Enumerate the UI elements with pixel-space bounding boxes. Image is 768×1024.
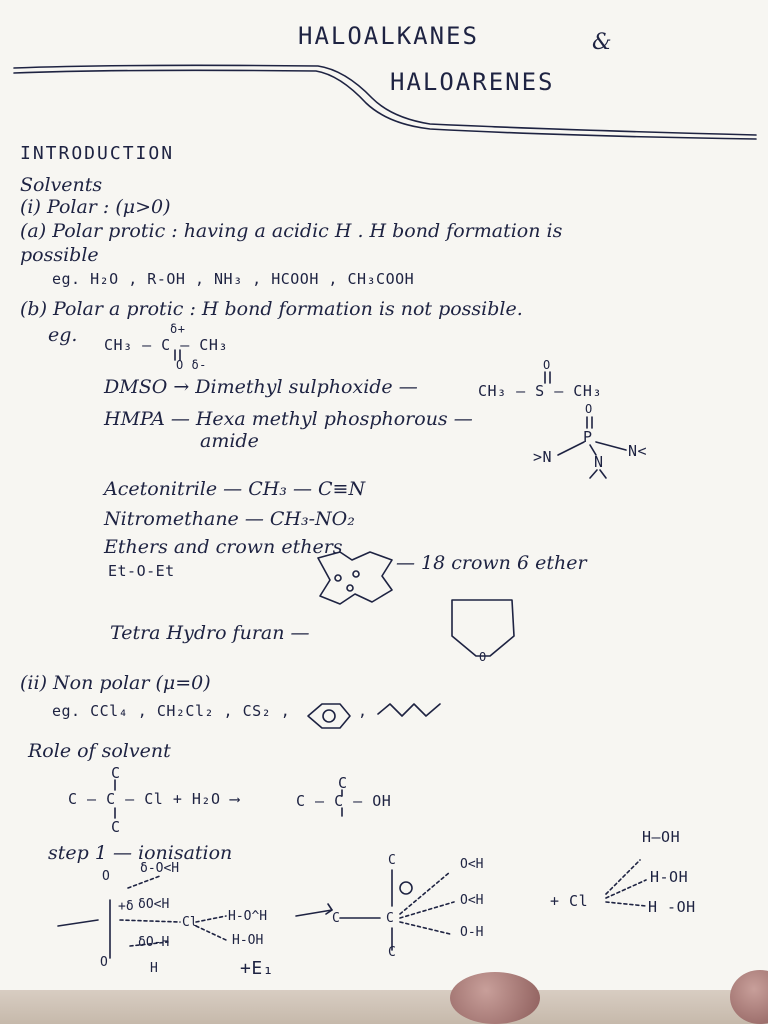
nonpolar-heading: (ii) Non polar (μ=0) [20,672,211,694]
svg-text:δO<H: δO<H [138,897,170,912]
svg-text:C: C [388,945,396,960]
hmpa-n-right: N< [628,442,648,460]
water-3: H -OH [648,898,696,916]
photo-bottom-edge [0,990,768,1024]
dmso-oxygen: O [543,358,551,372]
title-ampersand: & [592,30,612,55]
water-1: H—OH [642,828,681,846]
role-reaction-right: C — C — OH [296,792,392,810]
role-reaction-left: C — C — Cl + H₂O ⟶ [68,790,240,808]
svg-text:H-O^H: H-O^H [228,909,268,924]
nonpolar-separator: , [358,702,368,720]
svg-text:O: O [100,955,108,970]
acetone-oxygen: O δ- [176,358,207,372]
thf-oxygen: O [479,650,487,664]
thf-label: Tetra Hydro furan — [110,622,310,644]
hmpa-phosphorus: P [583,428,593,446]
energy-label: +E₁ [240,958,275,979]
hmpa-amide: amide [200,430,259,452]
hmpa-oxygen: O [585,402,593,416]
svg-text:+δ: +δ [118,899,134,914]
polar-aprotic-line: (b) Polar a protic : H bond formation is not possible. [20,298,523,320]
hmpa-label: HMPA — Hexa methyl phosphorous — [104,408,473,430]
polar-heading: (i) Polar : (μ>0) [20,196,171,218]
polar-protic-line: (a) Polar protic : having a acidic H . H bond formation is [20,220,563,242]
ethers-line: Ethers and crown ethers [104,536,343,558]
dmso-formula: CH₃ — S — CH₃ [478,382,602,400]
svg-text:O<H: O<H [460,857,484,872]
svg-text:δ-O<H: δ-O<H [140,861,180,876]
polar-protic-examples: eg. H₂O , R-OH , NH₃ , HCOOH , CH₃COOH [52,270,415,288]
step1-label: step 1 — ionisation [48,842,233,864]
svg-text:O-H: O-H [460,925,484,940]
hmpa-n-left: >N [533,448,553,466]
chloride-ion: + Cl [550,892,589,910]
nitromethane-line: Nitromethane — CH₃-NO₂ [104,508,355,530]
svg-text:O: O [102,869,110,884]
crown-ether-label: — 18 crown 6 ether [396,552,587,574]
svg-text:Cl: Cl [182,915,198,930]
role-top-c-left: C [111,764,121,782]
svg-text:H-OH: H-OH [232,933,264,948]
acetone-formula: CH₃ — C — CH₃ [104,336,228,354]
svg-text:C: C [332,911,340,926]
title-haloarenes: HALOARENES [390,68,555,96]
role-top-c-right: C [338,774,348,792]
diethyl-ether: Et-O-Et [108,562,175,580]
polar-protic-line2: possible [20,244,99,266]
svg-text:H: H [150,961,158,976]
role-heading: Role of solvent [28,740,171,762]
dmso-label: DMSO → Dimethyl sulphoxide — [104,376,418,398]
svg-text:δO-H: δO-H [138,935,170,950]
acetonitrile-line: Acetonitrile — CH₃ — C≡N [104,478,366,500]
solvents-heading: Solvents [20,174,103,196]
water-2: H-OH [650,868,689,886]
finger [450,972,540,1024]
role-bottom-c: C [111,818,121,836]
svg-text:O<H: O<H [460,893,484,908]
polar-aprotic-eg: eg. [48,324,78,346]
hmpa-n-bottom: N [594,453,604,471]
title-haloalkanes: HALOALKANES [298,22,479,50]
acetone-delta-plus: δ+ [170,322,186,336]
intro-heading: INTRODUCTION [20,143,175,164]
nonpolar-examples: eg. CCl₄ , CH₂Cl₂ , CS₂ , [52,702,291,720]
svg-text:C: C [386,911,394,926]
svg-text:C: C [388,853,396,868]
